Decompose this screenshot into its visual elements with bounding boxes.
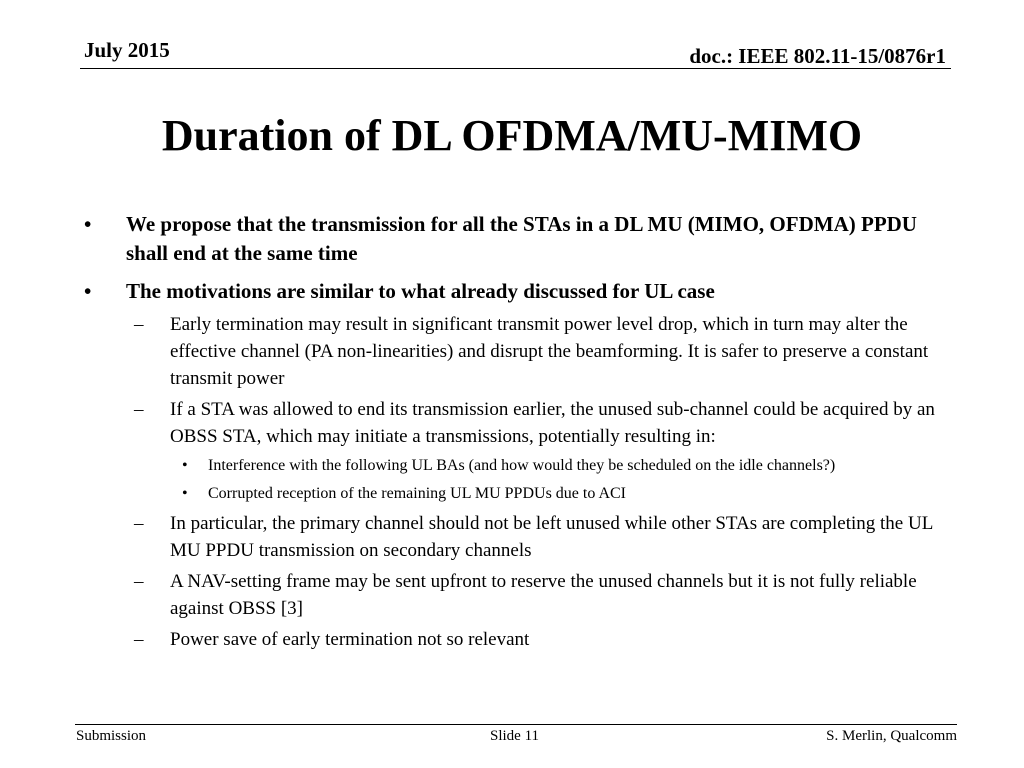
sub-bullet-text: A NAV-setting frame may be sent upfront to reserve the unused channels but it is not fully reliable against OBSS [3]	[170, 571, 917, 619]
footer-slide-number: Slide 11	[490, 728, 540, 744]
dash-marker: –	[134, 399, 144, 420]
bullet-item	[84, 210, 944, 268]
sub-sub-bullet-text: Interference with the following UL BAs (and how would they be scheduled on the idle channels?)	[208, 457, 836, 474]
sub-bullet-text: Early termination may result in significant transmit power level drop, which in turn may alter the effective channel (PA non-linearities) and disrupt the beamforming. It is safer to preserve a constant transmit power	[170, 314, 929, 389]
header-date: July 2015	[84, 38, 170, 62]
bullet-text: The motivations are similar to what already discussed for UL case	[126, 279, 715, 303]
footer-submission: Submission	[76, 728, 147, 744]
footer-divider	[75, 724, 957, 725]
footer-author: S. Merlin, Qualcomm	[826, 728, 957, 744]
header-doc-id: doc.: IEEE 802.11-15/0876r1	[689, 44, 946, 68]
bullet-text: We propose that the transmission for all the STAs in a DL MU (MIMO, OFDMA) PPDU shall end at the same time	[126, 212, 917, 265]
dash-marker: –	[134, 513, 144, 534]
sub-bullet-item	[134, 311, 944, 392]
sub-bullet-item	[134, 568, 944, 622]
slide-title: Duration of DL OFDMA/MU-MIMO	[161, 111, 863, 160]
sub-bullet-text: If a STA was allowed to end its transmission earlier, the unused sub-channel could be acquired by an OBSS STA, which may initiate a transmissions, potentially resulting in:	[170, 399, 935, 447]
sub-sub-bullet-item	[182, 454, 944, 477]
bullet-marker: •	[182, 485, 188, 502]
bullet-marker: •	[84, 279, 92, 303]
header-divider	[80, 68, 951, 69]
sub-sub-bullet-text: Corrupted reception of the remaining UL MU PPDUs due to ACI	[208, 485, 627, 502]
bullet-marker: •	[84, 212, 92, 236]
sub-bullet-text: In particular, the primary channel should not be left unused while other STAs are completing the UL MU PPDU transmission on secondary channels	[170, 513, 933, 561]
slide-body	[84, 210, 944, 657]
bullet-marker: •	[182, 457, 188, 474]
bullet-item	[84, 277, 944, 306]
sub-bullet-item	[134, 396, 944, 450]
dash-marker: –	[134, 314, 144, 335]
dash-marker: –	[134, 629, 144, 650]
sub-bullet-item	[134, 626, 944, 653]
sub-bullet-text: Power save of early termination not so relevant	[170, 629, 530, 650]
sub-sub-bullet-item	[182, 482, 944, 505]
dash-marker: –	[134, 571, 144, 592]
sub-bullet-item	[134, 510, 944, 564]
